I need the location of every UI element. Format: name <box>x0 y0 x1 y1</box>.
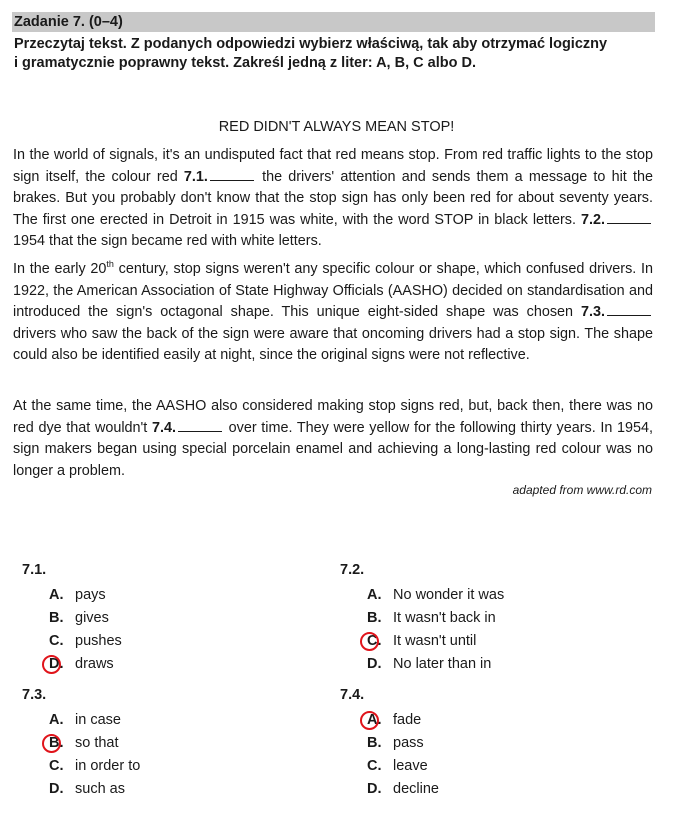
answer-option[interactable] <box>365 630 620 653</box>
question-7-1 <box>22 561 302 676</box>
option-letter[interactable] <box>365 607 393 630</box>
answer-option[interactable] <box>47 584 302 607</box>
option-letter-text: C. <box>49 758 64 774</box>
option-letter[interactable] <box>365 630 393 653</box>
question-number: 7.4. <box>340 687 365 703</box>
answer-option[interactable] <box>365 653 620 676</box>
answer-options <box>340 709 620 801</box>
option-letter[interactable] <box>47 732 75 755</box>
gap-number-7-4: 7.4. <box>151 419 176 436</box>
article-paragraph-2 <box>13 259 653 367</box>
option-text: It wasn't until <box>393 633 477 649</box>
answer-option[interactable] <box>47 732 302 755</box>
option-letter-text: A. <box>367 587 382 603</box>
paragraph-text: the drivers' attention and sends them a message to hit the brakes. But you probably don't know that the stop sign has only been red for about seventy years. The first one erected in Detroit in 1915 was white, with the word STOP in black letters. <box>13 168 653 228</box>
option-letter[interactable] <box>47 607 75 630</box>
option-letter[interactable] <box>47 709 75 732</box>
answer-circle-mark <box>360 632 379 651</box>
gap-number-7-1: 7.1. <box>183 168 208 185</box>
task-instruction <box>14 35 659 73</box>
paragraph-text: In the early 20 <box>13 261 107 277</box>
option-letter[interactable] <box>365 732 393 755</box>
option-text: gives <box>75 610 109 626</box>
article-paragraph-1 <box>13 145 653 253</box>
option-letter[interactable] <box>47 755 75 778</box>
answer-option[interactable] <box>365 709 620 732</box>
option-text: draws <box>75 656 114 672</box>
superscript: th <box>106 259 114 270</box>
option-letter-text: C. <box>49 633 64 649</box>
option-text: such as <box>75 781 125 797</box>
paragraph-text: drivers who saw the back of the sign were aware that oncoming drivers had a stop sign. The shape could also be identified easily at night, since the original signs were not reflective. <box>13 325 653 363</box>
answer-option[interactable] <box>47 630 302 653</box>
question-7-4 <box>340 686 620 801</box>
paragraph-text: At the same time, the AASHO also considered making stop signs red, but, back then, there was no red dye that wouldn't <box>13 398 653 436</box>
option-letter-text: A. <box>367 712 382 728</box>
option-letter[interactable] <box>47 630 75 653</box>
answer-option[interactable] <box>47 709 302 732</box>
answer-circle-mark <box>360 711 379 730</box>
paragraph-text: 1954 that the sign became red with white letters. <box>13 233 322 249</box>
answer-option[interactable] <box>365 607 620 630</box>
option-letter-text: A. <box>49 712 64 728</box>
option-letter[interactable] <box>47 653 75 676</box>
answer-option[interactable] <box>47 755 302 778</box>
question-7-3 <box>22 686 302 801</box>
option-letter[interactable] <box>365 709 393 732</box>
answer-circle-mark <box>42 734 61 753</box>
source-credit: adapted from www.rd.com <box>512 483 652 497</box>
task-title: Zadanie 7. (0–4) <box>14 14 123 30</box>
answer-options <box>340 584 620 676</box>
option-letter-text: B. <box>367 610 382 626</box>
answer-options <box>22 584 302 676</box>
instruction-line-2: i gramatycznie poprawny tekst. Zakreśl jedną z liter: A, B, C albo D. <box>14 55 476 71</box>
answer-circle-mark <box>42 655 61 674</box>
option-text: fade <box>393 712 422 728</box>
answer-option[interactable] <box>365 732 620 755</box>
instruction-line-1: Przeczytaj tekst. Z podanych odpowiedzi wybierz właściwą, tak aby otrzymać logiczny <box>14 36 608 52</box>
option-text: It wasn't back in <box>393 610 496 626</box>
question-number: 7.3. <box>22 687 47 703</box>
option-letter-text: B. <box>367 735 382 751</box>
article-title: RED DIDN'T ALWAYS MEAN STOP! <box>218 119 455 135</box>
option-letter-text: D. <box>49 781 64 797</box>
question-number: 7.1. <box>22 562 47 578</box>
option-letter-text: C. <box>367 758 382 774</box>
paragraph-text: century, stop signs weren't any specific colour or shape, which confused drivers. In 1922, the American Association of State Highway Officials (AASHO) decided on standardisation and introduced the sign's octagonal shape. This unique eight-sided shape was chosen <box>13 261 654 320</box>
option-text: leave <box>393 758 428 774</box>
option-text: in order to <box>75 758 141 774</box>
gap-blank-7-2 <box>607 211 651 224</box>
option-letter-text: B. <box>49 610 64 626</box>
option-letter[interactable] <box>47 584 75 607</box>
gap-blank-7-1 <box>210 168 254 181</box>
option-text: so that <box>75 735 119 751</box>
option-letter-text: C. <box>367 633 382 649</box>
answer-option[interactable] <box>47 607 302 630</box>
task-header <box>12 12 655 32</box>
option-letter[interactable] <box>47 778 75 801</box>
option-text: in case <box>75 712 121 728</box>
option-text: pays <box>75 587 106 603</box>
answer-option[interactable] <box>47 653 302 676</box>
answer-option[interactable] <box>365 778 620 801</box>
option-text: pushes <box>75 633 122 649</box>
gap-blank-7-4 <box>178 419 222 432</box>
gap-number-7-2: 7.2. <box>580 211 605 228</box>
option-text: decline <box>393 781 439 797</box>
paragraph-text: In the world of signals, it's an undisputed fact that red means stop. From red traffic lights to the stop sign itself, the colour red <box>13 147 653 185</box>
answer-option[interactable] <box>365 755 620 778</box>
option-letter-text: D. <box>49 656 64 672</box>
option-text: No later than in <box>393 656 492 672</box>
option-text: pass <box>393 735 424 751</box>
answer-option[interactable] <box>365 584 620 607</box>
option-letter[interactable] <box>365 755 393 778</box>
gap-blank-7-3 <box>607 303 651 316</box>
paragraph-text: over time. They were yellow for the following thirty years. In 1954, sign makers began using special porcelain enamel and achieving a long-lasting red colour was no longer a problem. <box>13 419 653 479</box>
question-7-2 <box>340 561 620 676</box>
option-text: No wonder it was <box>393 587 505 603</box>
option-letter-text: D. <box>367 656 382 672</box>
option-letter[interactable] <box>365 584 393 607</box>
option-letter[interactable] <box>365 653 393 676</box>
option-letter-text: B. <box>49 735 64 751</box>
option-letter-text: A. <box>49 587 64 603</box>
gap-number-7-3: 7.3. <box>580 304 605 320</box>
option-letter-text: D. <box>367 781 382 797</box>
question-number: 7.2. <box>340 562 365 578</box>
answer-options <box>22 709 302 801</box>
answer-option[interactable] <box>47 778 302 801</box>
article-paragraph-3 <box>13 396 653 482</box>
option-letter[interactable] <box>365 778 393 801</box>
